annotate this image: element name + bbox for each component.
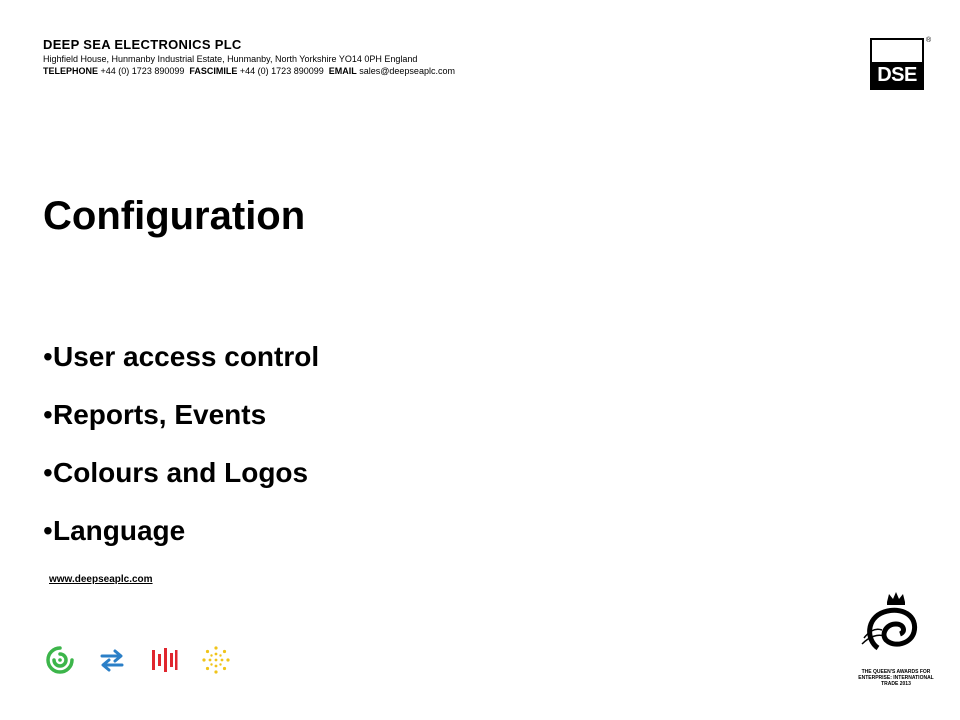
red-bars-icon [148, 644, 180, 676]
bullet-dot: • [43, 515, 53, 546]
bullet-dot: • [43, 399, 53, 430]
queens-award-logo [856, 590, 936, 662]
bullet-dot: • [43, 341, 53, 372]
telephone-value: +44 (0) 1723 890099 [100, 66, 185, 76]
email-label: EMAIL [328, 66, 357, 76]
logo-text: DSE [872, 62, 922, 88]
registered-mark: ® [926, 37, 932, 44]
fax-label: FASCIMILE [189, 66, 238, 76]
bullet-item [43, 393, 319, 451]
bullet-dot: • [43, 457, 53, 488]
bullet-item [43, 335, 319, 393]
company-contact [43, 65, 455, 78]
bullet-item [43, 451, 319, 509]
award-caption: THE QUEEN'S AWARDS FOR ENTERPRISE: INTERNATIONAL TRADE 2013 [858, 669, 934, 687]
slide-title: Configuration [43, 194, 306, 238]
green-power-icon [44, 644, 76, 676]
queens-award-emblem [856, 590, 936, 690]
company-name: DEEP SEA ELECTRONICS PLC [43, 37, 242, 52]
logo-corner [908, 40, 922, 54]
telephone-label: TELEPHONE [43, 66, 99, 76]
bullet-item [43, 509, 319, 567]
bullet-text: User access control [53, 341, 320, 372]
company-address: Highfield House, Hunmanby Industrial Estate, Hunmanby, North Yorkshire YO14 0PH England [43, 54, 418, 64]
blue-arrows-icon [96, 644, 128, 676]
fax-value: +44 (0) 1723 890099 [239, 66, 324, 76]
email-value: sales@deepseaplc.com [359, 66, 455, 76]
yellow-burst-icon [200, 644, 232, 676]
website-link[interactable]: www.deepseaplc.com [49, 574, 153, 585]
dse-logo [870, 38, 924, 90]
bullet-text: Reports, Events [53, 399, 267, 430]
bullet-text: Colours and Logos [53, 457, 309, 488]
bullet-text: Language [53, 515, 186, 546]
bullet-list [43, 335, 319, 567]
footer-icons [44, 644, 232, 676]
company-header [43, 38, 455, 78]
